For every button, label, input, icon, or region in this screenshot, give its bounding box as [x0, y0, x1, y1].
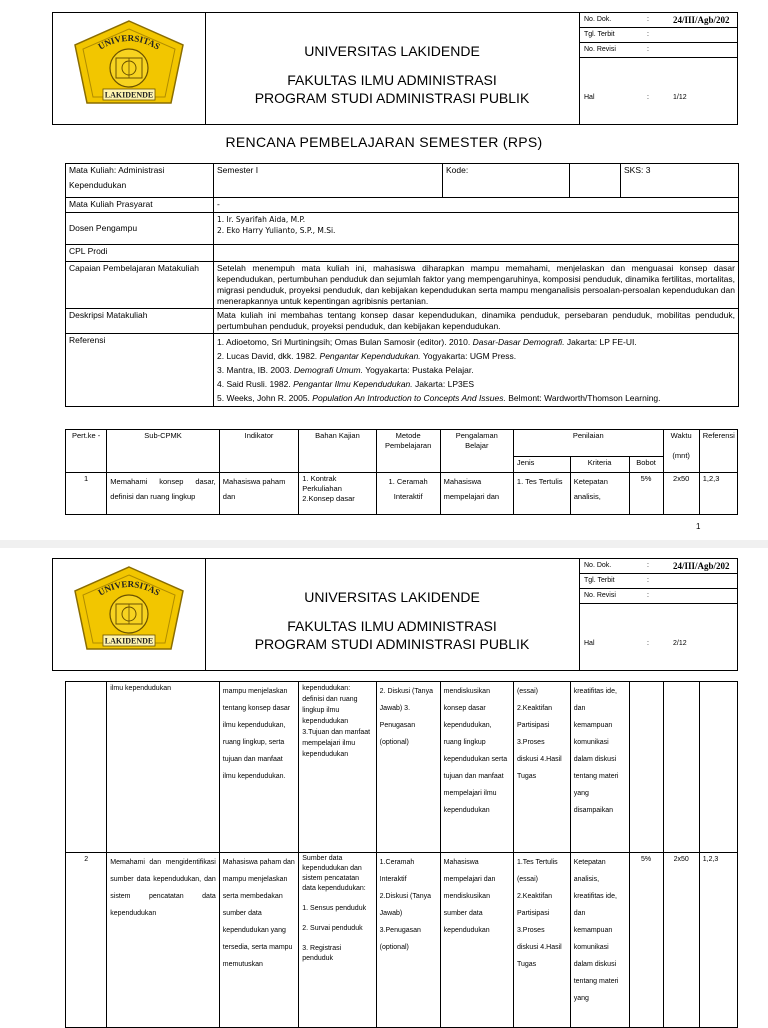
reference-item: 3. Mantra, IB. 2003. Demografi Umum. Yogyakarta: Pustaka Pelajar.	[217, 365, 474, 375]
document-meta: No. Dok. : 24/III/Agb/202 Tgl. Terbit : No. Revisi : Hal : 2/12	[579, 559, 737, 670]
course-description: Mata kuliah ini membahas tentang konsep dasar kependudukan, dinamika penduduk, persebaran penduduk, mobilitas penduduk, pertumbuhan penduduk, proyeksi penduduk, dan kebijakan kependudukan.	[214, 309, 739, 334]
university-name: UNIVERSITAS LAKIDENDE	[304, 589, 480, 605]
lecturers: 1. Ir. Syarifah Aida, M.P. 2. Eko Harry Yulianto, S.P., M.Si.	[214, 213, 739, 245]
references-list	[214, 334, 739, 407]
page-indicator: 2/12	[673, 640, 687, 647]
table-row: 1 Memahami konsep dasar, definisi dan ruang lingkup Mahasiswa paham dan 1. Kontrak Perkuliahan 2.Konsep dasar 1. Ceramah Interaktif Mahasiswa mempelajari dan 1. Tes Tertulis Ketepatan analisis, 5% 2x50 1,2,3	[66, 473, 738, 515]
col-sub-cpmk: Sub-CPMK	[107, 430, 220, 473]
svg-text:LAKIDENDE: LAKIDENDE	[104, 636, 154, 646]
university-logo	[53, 559, 206, 670]
svg-text:LAKIDENDE: LAKIDENDE	[104, 90, 154, 100]
program-name: PROGRAM STUDI ADMINISTRASI PUBLIK	[254, 636, 530, 652]
document-header	[52, 558, 738, 671]
semester: Semester I	[214, 164, 443, 198]
reference-item: 2. Lucas David, dkk. 1982. Pengantar Kependudukan. Yogyakarta: UGM Press.	[217, 351, 517, 361]
table-row: ilmu kependudukan mampu menjelaskan tentang konsep dasar ilmu kependudukan, ruang lingkup, serta tujuan dan manfaat ilmu kependudukan. kependudukan: definisi dan ruang lingkup ilmu kependudukan 3.Tujuan dan manfaat mempelajari ilmu kependudukan 2. Diskusi (Tanya Jawab) 3. Penugasan (optional) mendiskusikan konsep dasar kependudukan, ruang lingkup kependudukan serta tujuan dan manfaat mempelajari ilmu kependudukan (essai) 2.Keaktifan Partisipasi 3.Proses diskusi 4.Hasil Tugas kreatifitas ide, dan kemampuan komunikasi dalam diskusi tentang materi yang disampaikan	[66, 682, 738, 853]
reference-item: 5. Weeks, John R. 2005. Population An Introduction to Concepts And Issues. Belmont: Wardworth/Thomson Learning.	[217, 393, 661, 403]
page-indicator: 1/12	[673, 94, 687, 101]
col-indicator: Indikator	[219, 430, 298, 473]
svg-text:UNIVERSITAS: UNIVERSITAS	[96, 578, 162, 598]
reference-item: 4. Said Rusli. 1982. Pengantar Ilmu Kependudukan. Jakarta: LP3ES	[217, 379, 475, 389]
doc-number: 24/III/Agb/202	[673, 15, 730, 25]
col-assessment: Penilaian	[513, 430, 663, 457]
col-reference: Referensi	[699, 430, 737, 473]
course-code: Kode:	[443, 164, 570, 198]
col-experience: Pengalaman Belajar	[440, 430, 513, 473]
col-method: Metode Pembelajaran	[376, 430, 440, 473]
university-seal-icon	[53, 13, 205, 124]
credits: SKS: 3	[621, 164, 739, 198]
doc-number: 24/III/Agb/202	[673, 561, 730, 571]
university-name: UNIVERSITAS LAKIDENDE	[304, 43, 480, 59]
page-number: 1	[696, 522, 701, 531]
document-header	[52, 12, 738, 125]
program-name: PROGRAM STUDI ADMINISTRASI PUBLIK	[254, 90, 530, 106]
course-plan-table-continued	[65, 681, 738, 1028]
course-plan-table: Pert.ke - Sub-CPMK Indikator Bahan Kajian Metode Pembelajaran Pengalaman Belajar Penilaian Waktu (mnt) Referensi Jenis Kriteria Bobot 1 Memahami konsep dasar, definisi dan ruang lingkup Mahasiswa paham dan 1. Kontrak Perkuliahan 2.Konsep dasar 1. Ceramah Interaktif Mahasiswa mempelajari dan 1. Tes Tertulis Ketepatan analisis, 5% 2x50 1,2,3	[65, 429, 738, 515]
course-info-table: Mata Kuliah: Administrasi Kependudukan Semester I Kode: SKS: 3 Mata Kuliah Prasyarat - Dosen Pengampu 1. Ir. Syarifah Aida, M.P. 2. Eko Harry Yulianto, S.P., M.Si. CPL Prodi Capaian Pembelajaran Matakuliah Setelah menempuh mata kuliah ini, mahasiswa diharapkan mampu memahami, menjelaskan dan menguasai konsep dasar kependudukan, pertumbuhan penduduk dan sejumlah faktor yang mempengaruhinya, komposisi penduduk, dinamika fertilitas, mortalitas, migrasi penduduk, proyeksi penduduk, dan kebijakan kependudukan serta mampu menganalisis persoalan-persoalan kependudukan dan menerapkannya untuk kepentingan agribisnis pertanian. Deskripsi Matakuliah Mata kuliah ini membahas tentang konsep dasar kependudukan, dinamika penduduk, persebaran penduduk, mobilitas penduduk, pertumbuhan penduduk, proyeksi penduduk, dan kebijakan kependudukan. Referensi 1. Adioetomo, Sri Murtiningsih; Omas Bulan Samosir (editor). 2010. Dasar-Dasar Demografi. Jakarta: LP FE-UI. 2. Lucas David, dkk. 1982. Pengantar Kependudukan. Yogyakarta: UGM Press. 3. Mantra, IB. 2003. Demografi Umum. Yogyakarta: Pustaka Pelajar. 4. Said Rusli. 1982. Pengantar Ilmu Kependudukan. Jakarta: LP3ES 5. Weeks, John R. 2005. Population An Introduction to Concepts And Issues. Belmont: Wardworth/Thomson Learning.	[65, 163, 739, 407]
faculty-name: FAKULTAS ILMU ADMINISTRASI	[287, 618, 497, 634]
rps-title: RENCANA PEMBELAJARAN SEMESTER (RPS)	[225, 134, 543, 150]
learning-outcomes: Setelah menempuh mata kuliah ini, mahasiswa diharapkan mampu memahami, menjelaskan dan menguasai konsep dasar kependudukan, pertumbuhan penduduk dan sejumlah faktor yang mempengaruhinya, komposisi penduduk, dinamika fertilitas, mortalitas, migrasi penduduk, proyeksi penduduk, dan kebijakan kependudukan serta mampu menganalisis persoalan-persoalan kependudukan dan menerapkannya untuk kepentingan agribisnis pertanian.	[214, 262, 739, 309]
faculty-name: FAKULTAS ILMU ADMINISTRASI	[287, 72, 497, 88]
document-meta: No. Dok. : 24/III/Agb/202 Tgl. Terbit : No. Revisi : Hal : 1/12	[579, 13, 737, 124]
col-meeting: Pert.ke -	[66, 430, 107, 473]
svg-text:UNIVERSITAS: UNIVERSITAS	[96, 32, 162, 52]
reference-item: 1. Adioetomo, Sri Murtiningsih; Omas Bulan Samosir (editor). 2010. Dasar-Dasar Demografi. Jakarta: LP FE-UI.	[217, 337, 637, 347]
course-name-label: Mata Kuliah: Administrasi Kependudukan	[66, 164, 214, 198]
university-seal-icon	[53, 559, 205, 670]
col-time: Waktu (mnt)	[663, 430, 699, 473]
university-logo	[53, 13, 206, 124]
table-row: 2 Memahami dan mengidentifikasi sumber data kependudukan, dan sistem pencatatan data kependudukan Mahasiswa paham dan mampu menjelaskan serta membedakan sumber data kependudukan yang tersedia, serta mampu memutuskan Sumber data kependudukan dan sistem pencatatan data kependudukan: 1. Sensus penduduk 2. Survai penduduk 3. Registrasi penduduk 1.Ceramah Interaktif 2.Diskusi (Tanya Jawab) 3.Penugasan (optional) Mahasiswa mempelajari dan mendiskusikan sumber data kependudukan 1.Tes Tertulis (essai) 2.Keaktifan Partisipasi 3.Proses diskusi 4.Hasil Tugas Ketepatan analisis, kreatifitas ide, dan kemampuan komunikasi dalam diskusi tentang materi yang 5% 2x50 1,2,3	[66, 853, 738, 1028]
page-separator	[0, 540, 768, 548]
col-material: Bahan Kajian	[299, 430, 376, 473]
